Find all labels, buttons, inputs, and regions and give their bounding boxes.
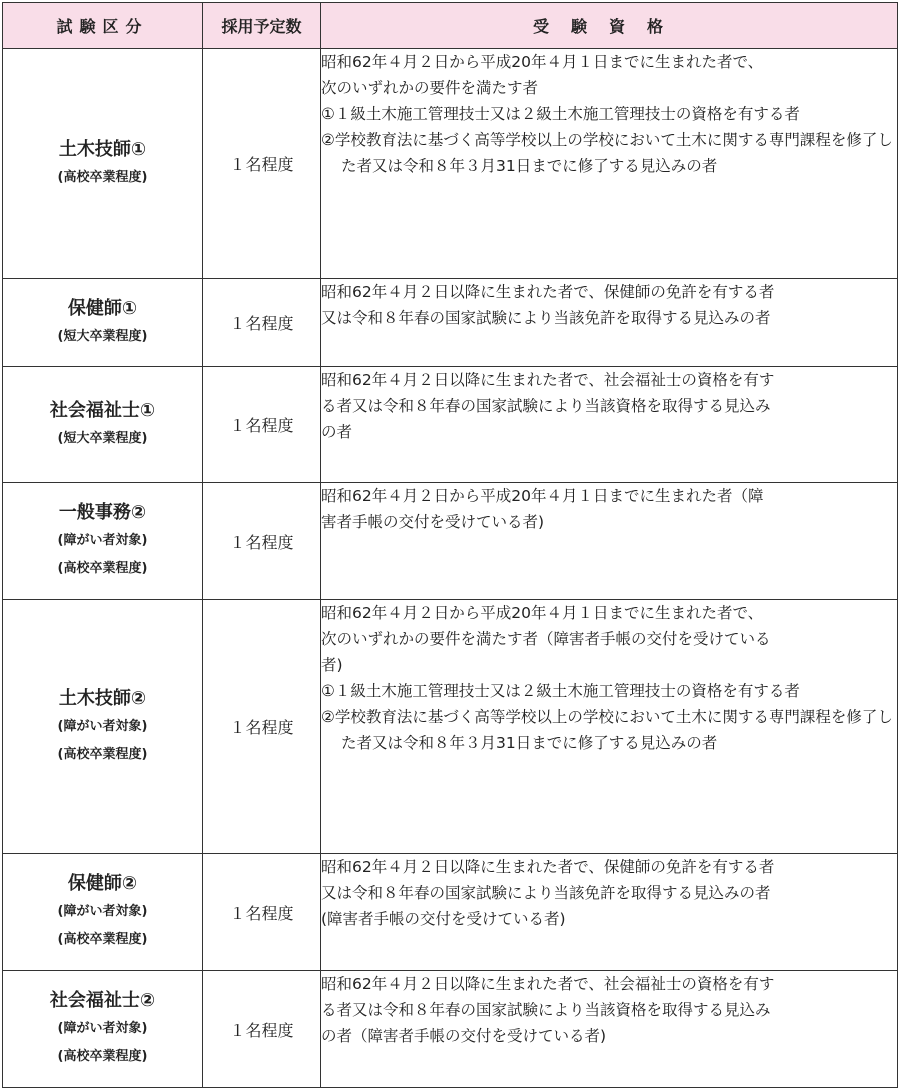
qualification-text: の者 bbox=[321, 423, 353, 441]
exam-category-name: 社会福祉士① bbox=[49, 399, 156, 421]
header-qualification: 受験資格 bbox=[321, 3, 898, 49]
qualification-cell bbox=[321, 600, 898, 854]
qualification-text: 昭和62年４月２日以降に生まれた者で、社会福祉士の資格を有す bbox=[321, 371, 775, 389]
exam-category-note: (高校卒業程度) bbox=[57, 1049, 148, 1064]
exam-category-note: (高校卒業程度) bbox=[57, 561, 148, 576]
header-planned-count: 採用予定数 bbox=[203, 3, 321, 49]
planned-count-cell: １名程度 bbox=[203, 367, 321, 483]
planned-count-cell: １名程度 bbox=[203, 600, 321, 854]
exam-category-note: (短大卒業程度) bbox=[57, 430, 148, 446]
exam-category-name: 土木技師① bbox=[58, 138, 147, 160]
exam-category-cell bbox=[3, 279, 203, 367]
table-row bbox=[3, 854, 898, 971]
exam-category-name: 社会福祉士② bbox=[49, 990, 156, 1011]
qualification-text: 昭和62年４月２日から平成20年４月１日までに生まれた者（障 bbox=[321, 487, 764, 505]
qualification-requirement-item: ②学校教育法に基づく高等学校以上の学校において土木に関する専門課程を修了した者又は令和８年３月31日までに修了する見込みの者 bbox=[321, 131, 893, 175]
qualification-requirement-item: ②学校教育法に基づく高等学校以上の学校において土木に関する専門課程を修了した者又は令和８年３月31日までに修了する見込みの者 bbox=[321, 708, 893, 752]
qualification-text: 次のいずれかの要件を満たす者（障害者手帳の交付を受けている bbox=[321, 630, 771, 648]
planned-count-cell: １名程度 bbox=[203, 279, 321, 367]
table-body bbox=[3, 49, 898, 1088]
exam-category-note: (高校卒業程度) bbox=[57, 746, 148, 762]
header-exam-category: 試験区分 bbox=[3, 3, 203, 49]
table-row bbox=[3, 971, 898, 1088]
qualification-cell bbox=[321, 854, 898, 971]
qualification-cell bbox=[321, 49, 898, 279]
exam-category-name: 土木技師② bbox=[58, 687, 147, 709]
exam-category-note: (短大卒業程度) bbox=[57, 328, 148, 344]
exam-table bbox=[2, 2, 898, 1088]
exam-category-name: 保健師① bbox=[67, 297, 138, 319]
planned-count-cell: １名程度 bbox=[203, 971, 321, 1088]
qualification-text: 又は令和８年春の国家試験により当該免許を取得する見込みの者 bbox=[321, 309, 771, 327]
planned-count-cell: １名程度 bbox=[203, 483, 321, 600]
qualification-text: 害者手帳の交付を受けている者) bbox=[321, 513, 545, 531]
exam-category-name: 保健師② bbox=[67, 873, 138, 894]
qualification-cell bbox=[321, 279, 898, 367]
table-header-row bbox=[3, 3, 898, 49]
planned-count-cell: １名程度 bbox=[203, 49, 321, 279]
planned-count-cell: １名程度 bbox=[203, 854, 321, 971]
exam-category-name: 一般事務② bbox=[58, 502, 147, 523]
exam-category-cell bbox=[3, 367, 203, 483]
exam-category-note: (障がい者対象) bbox=[57, 533, 148, 548]
qualification-text: 昭和62年４月２日以降に生まれた者で、社会福祉士の資格を有す bbox=[321, 975, 775, 993]
table-row bbox=[3, 279, 898, 367]
qualification-text: の者（障害者手帳の交付を受けている者) bbox=[321, 1027, 607, 1045]
qualification-text: 昭和62年４月２日以降に生まれた者で、保健師の免許を有する者 bbox=[321, 858, 775, 876]
exam-category-cell bbox=[3, 49, 203, 279]
table-row bbox=[3, 49, 898, 279]
exam-category-note: (高校卒業程度) bbox=[57, 932, 148, 947]
qualification-text: 昭和62年４月２日から平成20年４月１日までに生まれた者で、 bbox=[321, 604, 764, 622]
qualification-text: る者又は令和８年春の国家試験により当該資格を取得する見込み bbox=[321, 1001, 771, 1019]
exam-category-note: (障がい者対象) bbox=[57, 904, 148, 919]
exam-category-note: (障がい者対象) bbox=[57, 718, 148, 734]
qualification-cell bbox=[321, 483, 898, 600]
exam-category-note: (障がい者対象) bbox=[57, 1021, 148, 1036]
exam-category-cell bbox=[3, 854, 203, 971]
qualification-requirement-item: ①１級土木施工管理技士又は２級土木施工管理技士の資格を有する者 bbox=[321, 105, 800, 123]
qualification-cell bbox=[321, 367, 898, 483]
qualification-text: 昭和62年４月２日から平成20年４月１日までに生まれた者で、 bbox=[321, 53, 764, 71]
qualification-cell bbox=[321, 971, 898, 1088]
table-row bbox=[3, 483, 898, 600]
qualification-text: 昭和62年４月２日以降に生まれた者で、保健師の免許を有する者 bbox=[321, 283, 775, 301]
exam-category-cell bbox=[3, 483, 203, 600]
exam-category-cell bbox=[3, 971, 203, 1088]
exam-category-cell bbox=[3, 600, 203, 854]
qualification-text: 又は令和８年春の国家試験により当該免許を取得する見込みの者 bbox=[321, 884, 771, 902]
table-row bbox=[3, 367, 898, 483]
qualification-text: (障害者手帳の交付を受けている者) bbox=[321, 910, 566, 928]
qualification-text: る者又は令和８年春の国家試験により当該資格を取得する見込み bbox=[321, 397, 771, 415]
qualification-requirement-item: ①１級土木施工管理技士又は２級土木施工管理技士の資格を有する者 bbox=[321, 682, 800, 700]
table-row bbox=[3, 600, 898, 854]
qualification-text: 者) bbox=[321, 656, 343, 674]
qualification-text: 次のいずれかの要件を満たす者 bbox=[321, 79, 539, 97]
exam-category-note: (高校卒業程度) bbox=[57, 169, 148, 185]
